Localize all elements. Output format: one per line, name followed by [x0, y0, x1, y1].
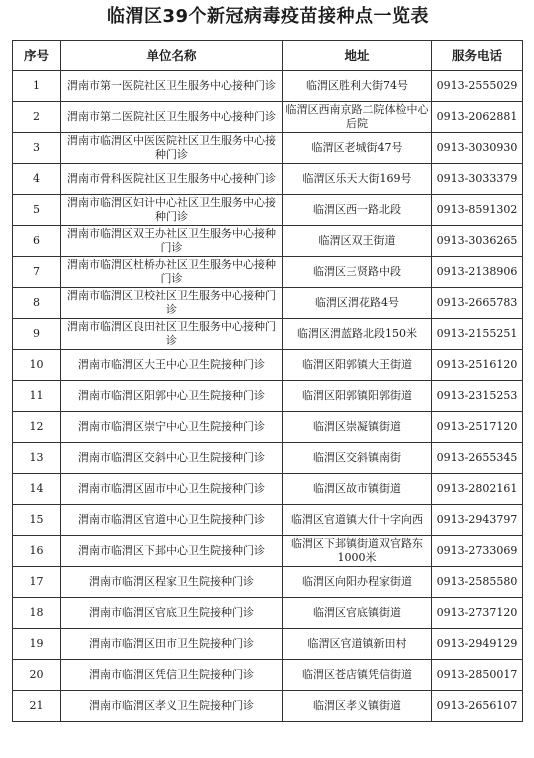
table-row	[13, 226, 523, 257]
row-index: 21	[13, 691, 61, 722]
row-unit-name: 渭南市临渭区杜桥办社区卫生服务中心接种门诊	[61, 257, 283, 288]
row-unit-name: 渭南市第二医院社区卫生服务中心接种门诊	[61, 102, 283, 133]
row-phone: 0913-2733069	[432, 536, 523, 567]
row-index: 6	[13, 226, 61, 257]
row-index: 10	[13, 350, 61, 381]
row-unit-name: 渭南市临渭区官道中心卫生院接种门诊	[61, 505, 283, 536]
row-unit-name: 渭南市临渭区田市卫生院接种门诊	[61, 629, 283, 660]
table-row	[13, 164, 523, 195]
row-index: 14	[13, 474, 61, 505]
table-row	[13, 350, 523, 381]
header-phone: 服务电话	[432, 41, 523, 71]
row-address: 临渭区孝义镇街道	[283, 691, 432, 722]
table-row	[13, 319, 523, 350]
row-unit-name: 渭南市临渭区交斜中心卫生院接种门诊	[61, 443, 283, 474]
row-address: 临渭区官底镇街道	[283, 598, 432, 629]
row-phone: 0913-2802161	[432, 474, 523, 505]
row-unit-name: 渭南市临渭区卫校社区卫生服务中心接种门诊	[61, 288, 283, 319]
row-index: 13	[13, 443, 61, 474]
row-phone: 0913-2585580	[432, 567, 523, 598]
row-unit-name: 渭南市临渭区妇计中心社区卫生服务中心接种门诊	[61, 195, 283, 226]
row-address: 临渭区官道镇大什十字向西	[283, 505, 432, 536]
row-address: 临渭区乐天大街169号	[283, 164, 432, 195]
table-row	[13, 133, 523, 164]
row-index: 5	[13, 195, 61, 226]
row-unit-name: 渭南市临渭区孝义卫生院接种门诊	[61, 691, 283, 722]
row-address: 临渭区故市镇街道	[283, 474, 432, 505]
row-index: 12	[13, 412, 61, 443]
table-row	[13, 598, 523, 629]
row-index: 17	[13, 567, 61, 598]
row-address: 临渭区下邽镇街道双官路东1000米	[283, 536, 432, 567]
table-row	[13, 257, 523, 288]
row-address: 临渭区三贤路中段	[283, 257, 432, 288]
table-row	[13, 691, 523, 722]
row-index: 19	[13, 629, 61, 660]
row-phone: 0913-2062881	[432, 102, 523, 133]
row-address: 临渭区苍店镇凭信街道	[283, 660, 432, 691]
table-row	[13, 412, 523, 443]
row-phone: 0913-2138906	[432, 257, 523, 288]
table-row	[13, 195, 523, 226]
row-address: 临渭区西一路北段	[283, 195, 432, 226]
vaccination-sites-table	[12, 40, 523, 722]
row-index: 16	[13, 536, 61, 567]
row-index: 15	[13, 505, 61, 536]
row-address: 临渭区阳郭镇大王街道	[283, 350, 432, 381]
row-address: 临渭区渭花路4号	[283, 288, 432, 319]
row-index: 9	[13, 319, 61, 350]
row-phone: 0913-2517120	[432, 412, 523, 443]
page-title: 临渭区39个新冠病毒疫苗接种点一览表	[106, 6, 430, 27]
row-phone: 0913-2943797	[432, 505, 523, 536]
row-phone: 0913-2737120	[432, 598, 523, 629]
row-address: 临渭区交斜镇南街	[283, 443, 432, 474]
row-phone: 0913-8591302	[432, 195, 523, 226]
row-phone: 0913-2155251	[432, 319, 523, 350]
row-phone: 0913-3036265	[432, 226, 523, 257]
row-index: 2	[13, 102, 61, 133]
row-address: 临渭区老城街47号	[283, 133, 432, 164]
row-phone: 0913-2516120	[432, 350, 523, 381]
row-phone: 0913-3030930	[432, 133, 523, 164]
row-unit-name: 渭南市临渭区官底卫生院接种门诊	[61, 598, 283, 629]
row-unit-name: 渭南市临渭区双王办社区卫生服务中心接种门诊	[61, 226, 283, 257]
row-address: 临渭区向阳办程家街道	[283, 567, 432, 598]
row-address: 临渭区崇凝镇街道	[283, 412, 432, 443]
row-phone: 0913-2949129	[432, 629, 523, 660]
table-header-row	[13, 41, 523, 71]
table-row	[13, 288, 523, 319]
table-row	[13, 660, 523, 691]
row-index: 1	[13, 71, 61, 102]
header-unit-name: 单位名称	[61, 41, 283, 71]
table-row	[13, 71, 523, 102]
row-phone: 0913-2656107	[432, 691, 523, 722]
row-unit-name: 渭南市临渭区凭信卫生院接种门诊	[61, 660, 283, 691]
table-row	[13, 443, 523, 474]
row-phone: 0913-2555029	[432, 71, 523, 102]
row-index: 3	[13, 133, 61, 164]
row-unit-name: 渭南市临渭区中医医院社区卫生服务中心接种门诊	[61, 133, 283, 164]
row-address: 临渭区西南京路二院体检中心后院	[283, 102, 432, 133]
row-index: 4	[13, 164, 61, 195]
row-unit-name: 渭南市临渭区固市中心卫生院接种门诊	[61, 474, 283, 505]
header-address: 地址	[283, 41, 432, 71]
table-body	[13, 71, 523, 722]
row-phone: 0913-3033379	[432, 164, 523, 195]
row-unit-name: 渭南市临渭区下邽中心卫生院接种门诊	[61, 536, 283, 567]
row-phone: 0913-2665783	[432, 288, 523, 319]
row-unit-name: 渭南市骨科医院社区卫生服务中心接种门诊	[61, 164, 283, 195]
row-index: 7	[13, 257, 61, 288]
row-index: 8	[13, 288, 61, 319]
table-row	[13, 102, 523, 133]
table-row	[13, 629, 523, 660]
table-row	[13, 567, 523, 598]
table-row	[13, 381, 523, 412]
header-index: 序号	[13, 41, 61, 71]
row-index: 11	[13, 381, 61, 412]
row-unit-name: 渭南市临渭区大王中心卫生院接种门诊	[61, 350, 283, 381]
row-phone: 0913-2655345	[432, 443, 523, 474]
row-address: 临渭区官道镇新田村	[283, 629, 432, 660]
row-unit-name: 渭南市临渭区良田社区卫生服务中心接种门诊	[61, 319, 283, 350]
row-phone: 0913-2850017	[432, 660, 523, 691]
row-index: 20	[13, 660, 61, 691]
row-unit-name: 渭南市第一医院社区卫生服务中心接种门诊	[61, 71, 283, 102]
table-row	[13, 536, 523, 567]
row-unit-name: 渭南市临渭区阳郭中心卫生院接种门诊	[61, 381, 283, 412]
table-row	[13, 505, 523, 536]
row-phone: 0913-2315253	[432, 381, 523, 412]
table-row	[13, 474, 523, 505]
row-address: 临渭区渭蓝路北段150米	[283, 319, 432, 350]
row-address: 临渭区胜利大街74号	[283, 71, 432, 102]
row-unit-name: 渭南市临渭区程家卫生院接种门诊	[61, 567, 283, 598]
row-unit-name: 渭南市临渭区崇宁中心卫生院接种门诊	[61, 412, 283, 443]
row-address: 临渭区双王街道	[283, 226, 432, 257]
row-index: 18	[13, 598, 61, 629]
row-address: 临渭区阳郭镇阳郭街道	[283, 381, 432, 412]
